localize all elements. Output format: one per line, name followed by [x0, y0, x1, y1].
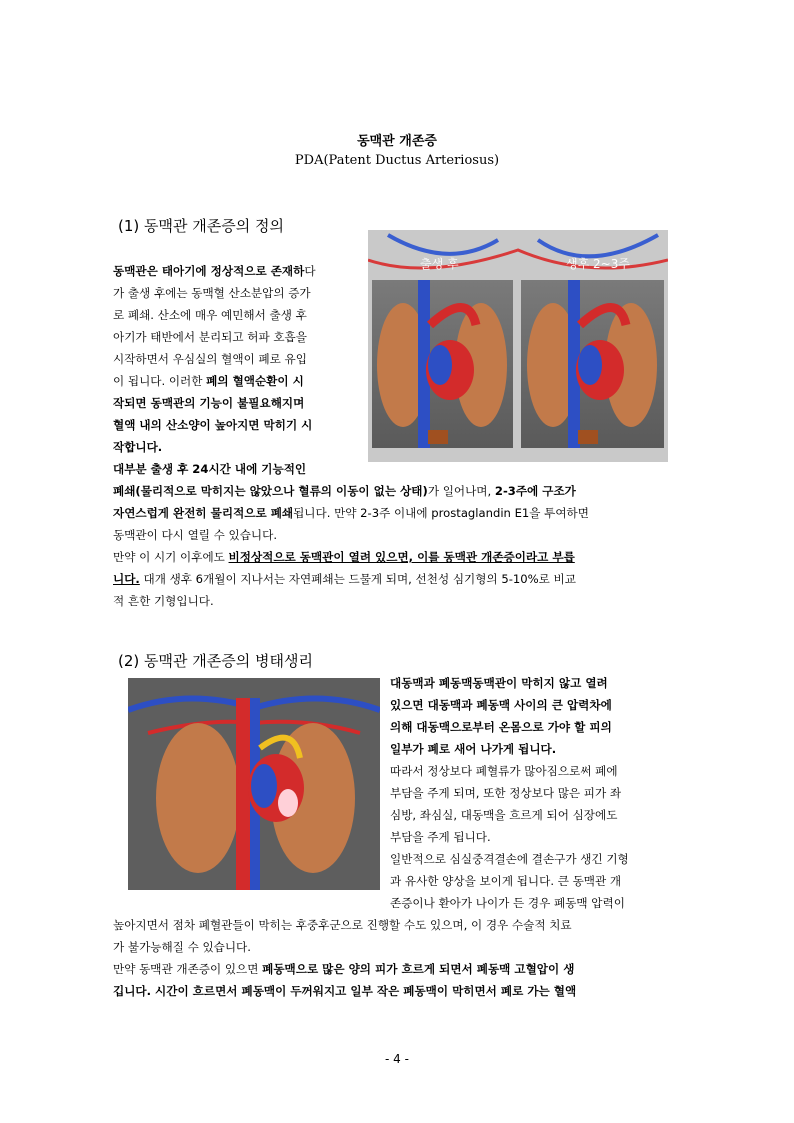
s1-line-10: 대부분 출생 후 24시간 내에 기능적인	[113, 462, 307, 476]
s1-line-2: 가 출생 후에는 동맥혈 산소분압의 증가	[113, 286, 311, 300]
s1-line-9: 작합니다.	[113, 440, 163, 454]
s2-wide-line-4: 깁니다. 시간이 흐르면서 폐동맥이 두꺼워지고 일부 작은 폐동맥이 막히면서 폐로 가는 혈액	[113, 984, 577, 998]
s2-wide-line-2: 가 불가능해질 수 있습니다.	[113, 940, 251, 954]
s2-wide-line-1: 높아지면서 점차 폐혈관들이 막히는 후중후군으로 진행할 수도 있으며, 이 경우 수술적 치료	[113, 918, 572, 932]
s2-line-7: 심방, 좌심실, 대동맥을 흐르게 되어 심장에도	[390, 808, 618, 822]
s1-line-8: 혈액 내의 산소양이 높아지면 막히기 시	[113, 418, 313, 432]
section1-heading: (1) 동맥관 개존증의 정의	[118, 217, 284, 235]
s1-wide-line-3: 동맥관이 다시 열릴 수 있습니다.	[113, 528, 278, 542]
s2-line-9: 일반적으로 심실중격결손에 결손구가 생긴 기형	[390, 852, 629, 866]
s1-line-5: 시작하면서 우심실의 혈액이 폐로 유입	[113, 352, 307, 366]
s2-line-4: 일부가 폐로 새어 나가게 됩니다.	[390, 742, 557, 756]
left-panel-after-birth	[372, 280, 513, 448]
s2-line-6: 부담을 주게 되며, 또한 정상보다 많은 피가 좌	[390, 786, 622, 800]
s1-line-7: 작되면 동맥관의 기능이 불필요해지며	[113, 396, 305, 410]
s1-line-1: 동맥관은 태아기에 정상적으로 존재하다	[113, 264, 316, 278]
s2-line-8: 부담을 주게 됩니다.	[390, 830, 491, 844]
page-number: - 4 -	[385, 1052, 409, 1066]
s2-line-11: 존증이나 환아가 나이가 든 경우 폐동맥 압력이	[390, 896, 625, 910]
s1-wide-line-6: 적 흔한 기형입니다.	[113, 594, 214, 608]
lungs-heart-illustration	[368, 230, 668, 462]
s1-line-3: 로 폐쇄. 산소에 매우 예민해서 출생 후	[113, 308, 307, 322]
pda-closure-figure	[368, 230, 668, 462]
s2-line-2: 있으면 대동맥과 폐동맥 사이의 큰 압력차에	[390, 698, 612, 712]
s2-line-5: 따라서 정상보다 폐혈류가 많아짐으로써 폐에	[390, 764, 618, 778]
section2-heading: (2) 동맥관 개존증의 병태생리	[118, 652, 313, 670]
s1-wide-line-5: 니다. 대개 생후 6개월이 지나서는 자연폐쇄는 드물게 되며, 선천성 심기형의 5-10%로 비교	[113, 572, 576, 586]
s2-line-10: 과 유사한 양상을 보이게 됩니다. 큰 동맥관 개	[390, 874, 622, 888]
figure-label-2-3-weeks: 생후 2~3주	[566, 257, 630, 271]
lungs-heart-illustration-2	[128, 678, 380, 890]
s1-wide-line-1: 폐쇄(물리적으로 막히지는 않았으나 혈류의 이동이 없는 상태)가 일어나며, 2-3주에 구조가	[113, 484, 576, 498]
s1-wide-line-2: 자연스럽게 완전히 물리적으로 폐쇄됩니다. 만약 2-3주 이내에 prostaglandin E1을 투여하면	[113, 506, 589, 520]
s2-line-3: 의해 대동맥으로부터 온몸으로 가야 할 피의	[390, 720, 612, 734]
pda-physiology-figure	[128, 678, 380, 890]
document-title: 동맥관 개존증	[357, 134, 437, 149]
document-subtitle: PDA(Patent Ductus Arteriosus)	[294, 153, 500, 168]
s1-line-6: 이 됩니다. 이러한 폐의 혈액순환이 시	[113, 374, 304, 388]
s1-line-4: 아기가 태반에서 분리되고 허파 호흡을	[113, 330, 307, 344]
figure-label-after-birth: 출생 후	[420, 257, 459, 271]
s2-line-1: 대동맥과 폐동맥동맥관이 막히지 않고 열려	[390, 676, 608, 690]
right-panel-2-3-weeks	[521, 280, 664, 448]
s2-wide-line-3: 만약 동맥관 개존증이 있으면 폐동맥으로 많은 양의 피가 흐르게 되면서 폐동맥 고혈압이 생	[113, 962, 575, 976]
s1-wide-line-4: 만약 이 시기 이후에도 비정상적으로 동맥관이 열려 있으면, 이를 동맥관 개존증이라고 부릅	[113, 550, 575, 564]
